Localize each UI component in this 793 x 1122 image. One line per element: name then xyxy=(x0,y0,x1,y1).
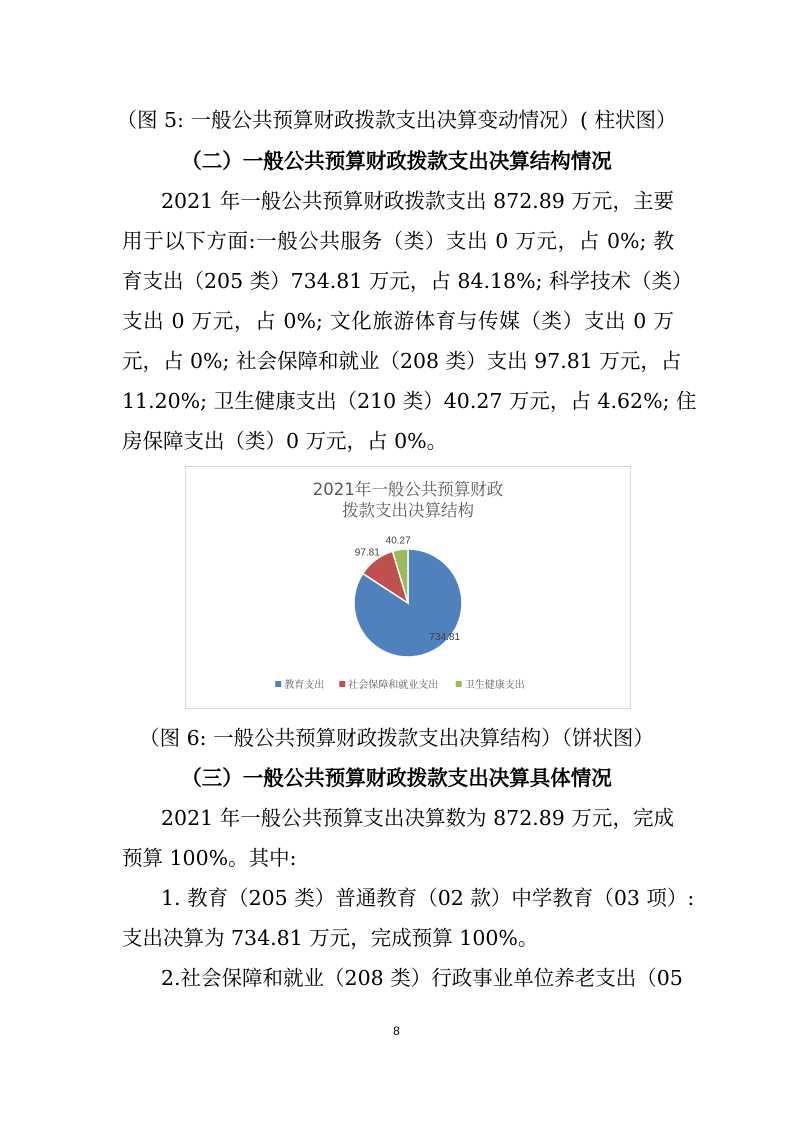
section-heading-2: （二）一般公共预算财政拨款支出决算结构情况 xyxy=(181,149,612,173)
item-1-line-1: 1. 教育（205 类）普通教育（02 款）中学教育（03 项）: xyxy=(161,886,695,910)
legend-swatch-2 xyxy=(339,681,345,687)
page-number: 8 xyxy=(393,1024,400,1038)
para-2-line-1: 2021 年一般公共预算财政拨款支出 872.89 万元，主要 xyxy=(161,189,674,213)
figure-6-caption: （图 6: 一般公共预算财政拨款支出决算结构）（饼状图） xyxy=(139,726,654,750)
para-2-line-5: 元，占 0%; 社会保障和就业（208 类）支出 97.81 万元，占 xyxy=(122,349,682,373)
item-2-line-1: 2.社会保障和就业（208 类）行政事业单位养老支出（05 xyxy=(161,966,683,990)
para-2-line-4: 支出 0 万元，占 0%; 文化旅游体育与传媒（类）支出 0 万 xyxy=(122,309,674,333)
pie-chart xyxy=(185,466,631,709)
pie-data-label-2: 97.81 xyxy=(354,547,380,559)
para-2-line-3: 育支出（205 类）734.81 万元，占 84.18%; 科学技术（类） xyxy=(122,269,693,293)
chart-title: 2021年一般公共预算财政拨款支出决算结构 xyxy=(312,480,504,520)
para-2-line-6: 11.20%; 卫生健康支出（210 类）40.27 万元，占 4.62%; 住 xyxy=(122,389,697,413)
legend-swatch-1 xyxy=(275,681,281,687)
pie-data-label-1: 734.81 xyxy=(429,631,461,643)
para-3-line-1: 2021 年一般公共预算支出决算数为 872.89 万元，完成 xyxy=(161,806,674,830)
section-heading-3: （三）一般公共预算财政拨款支出决算具体情况 xyxy=(181,766,612,790)
item-1-line-2: 支出决算为 734.81 万元，完成预算 100%。 xyxy=(122,926,539,950)
legend-label-3: 卫生健康支出 xyxy=(464,680,525,691)
pie-chart-svg xyxy=(186,467,630,708)
pie-data-label-3: 40.27 xyxy=(385,535,411,547)
legend-swatch-3 xyxy=(456,681,462,687)
para-2-line-7: 房保障支出（类）0 万元，占 0%。 xyxy=(122,429,448,453)
para-3-line-2: 预算 100%。其中: xyxy=(122,846,297,870)
legend-label-1: 教育支出 xyxy=(284,680,325,691)
para-2-line-2: 用于以下方面:一般公共服务（类）支出 0 万元，占 0%; 教 xyxy=(122,229,674,253)
legend-label-2: 社会保障和就业支出 xyxy=(348,680,439,691)
figure-5-caption: （图 5: 一般公共预算财政拨款支出决算变动情况）( 柱状图） xyxy=(116,108,677,132)
